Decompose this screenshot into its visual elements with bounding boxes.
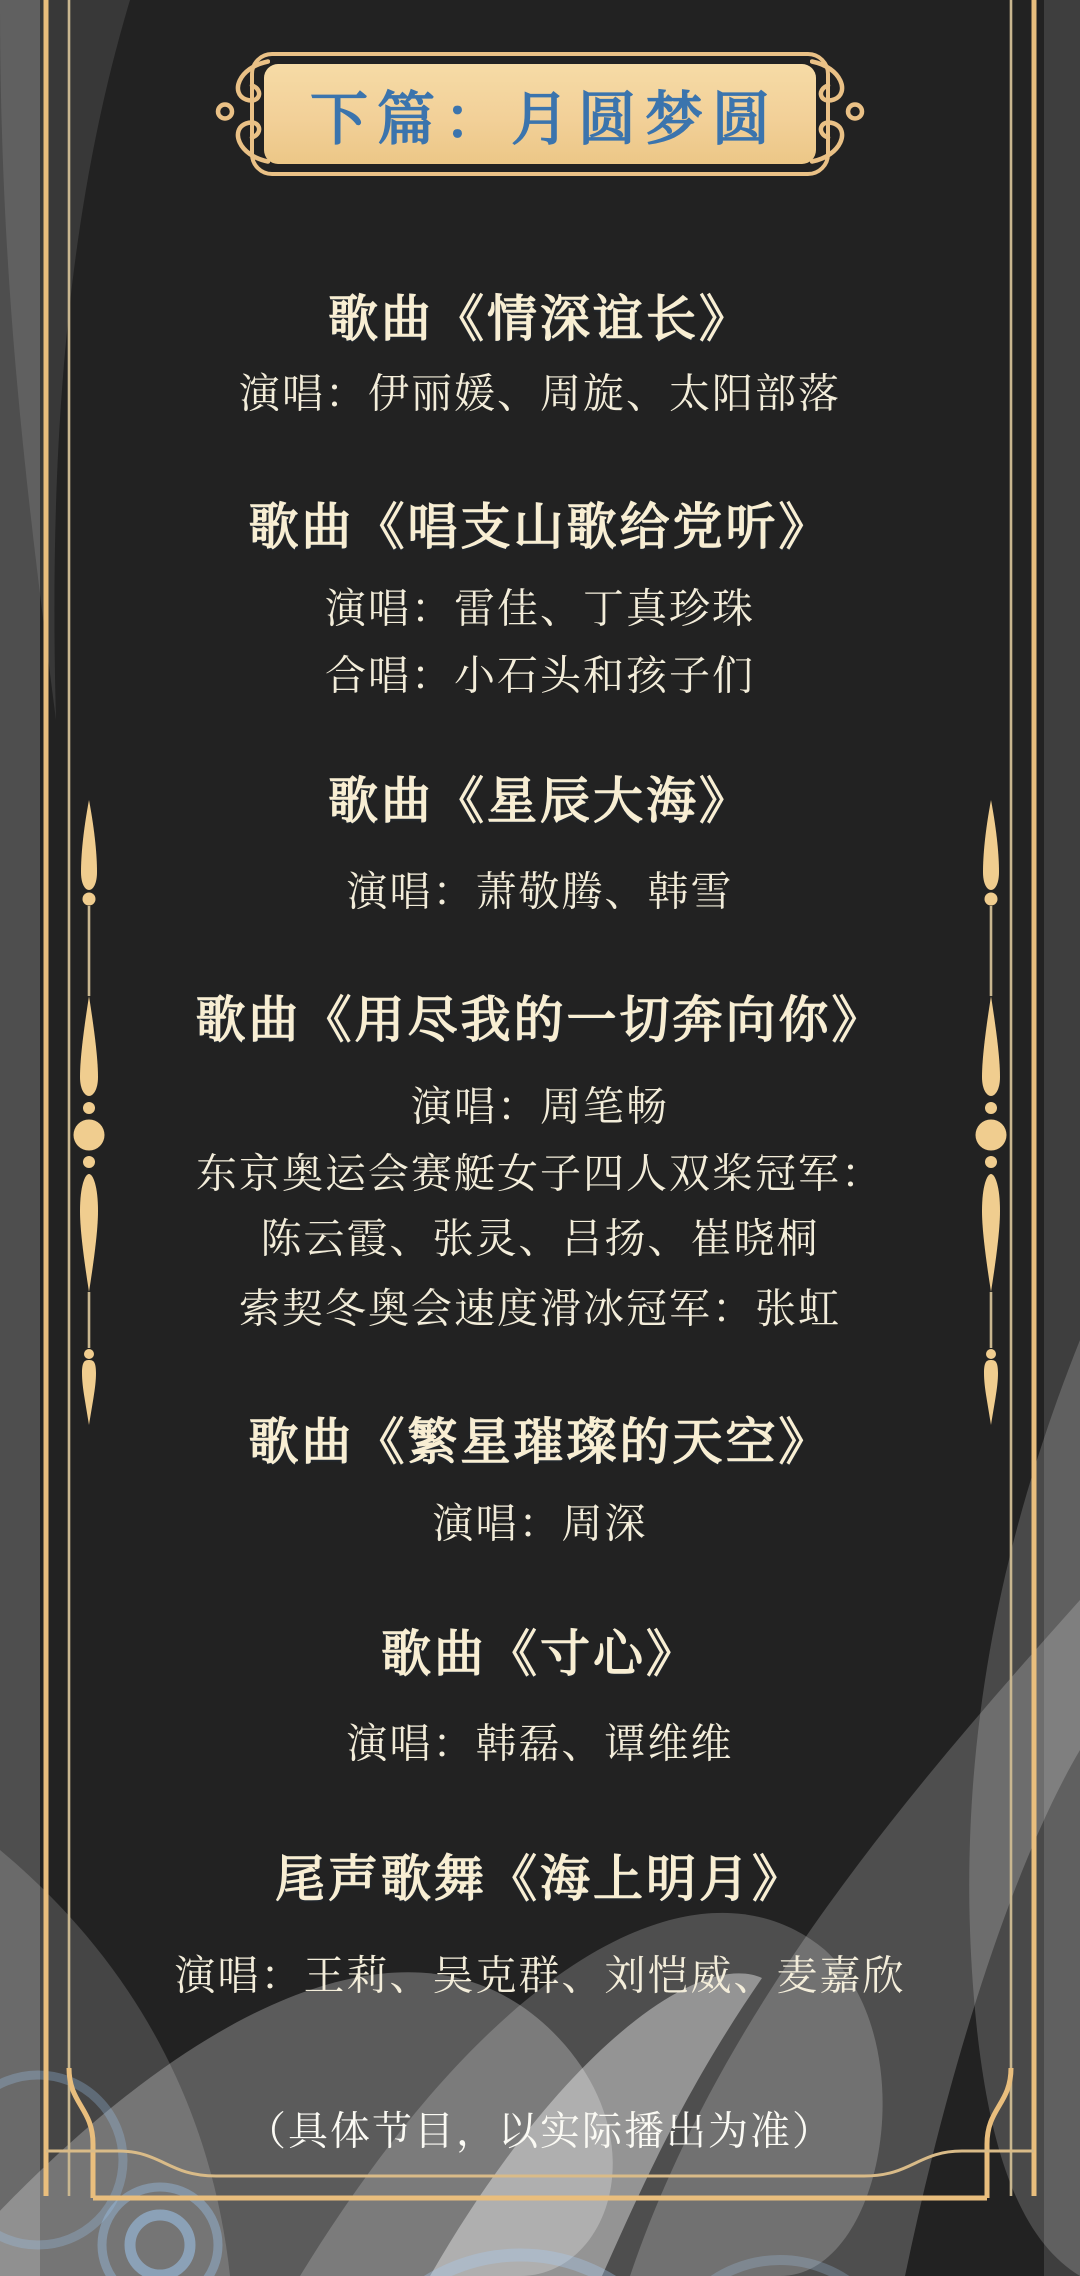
performer-line: 演唱：伊丽媛、周旋、太阳部落	[239, 370, 841, 417]
section-title: 下篇：月圆梦圆	[309, 87, 779, 152]
performer-line: 演唱：周笔畅	[411, 1083, 669, 1130]
section-title-plaque	[250, 52, 830, 176]
song-title: 歌曲《星辰大海》	[328, 773, 752, 829]
song-title: 歌曲《寸心》	[381, 1626, 699, 1682]
performer-line: 陈云霞、张灵、吕扬、崔晓桐	[260, 1215, 820, 1262]
song-title: 尾声歌舞《海上明月》	[275, 1851, 805, 1907]
performer-line: 合唱：小石头和孩子们	[325, 652, 755, 699]
performer-line: 演唱：萧敬腾、韩雪	[346, 868, 734, 915]
performer-line: 索契冬奥会速度滑冰冠军：张虹	[239, 1285, 841, 1332]
footer-disclaimer: （具体节目，以实际播出为准）	[246, 2108, 834, 2154]
scroll-ornament-left-icon	[214, 52, 270, 177]
performer-line: 演唱：韩磊、谭维维	[346, 1720, 734, 1767]
song-title: 歌曲《用尽我的一切奔向你》	[195, 992, 885, 1048]
performer-line: 演唱：周深	[432, 1500, 648, 1547]
performer-line: 演唱：王莉、吴克群、刘恺威、麦嘉欣	[174, 1952, 906, 1999]
performer-line: 东京奥运会赛艇女子四人双桨冠军：	[196, 1150, 884, 1197]
song-title: 歌曲《繁星璀璨的天空》	[248, 1414, 832, 1470]
song-title: 歌曲《情深谊长》	[328, 291, 752, 347]
scroll-ornament-right-icon	[810, 52, 866, 177]
song-title: 歌曲《唱支山歌给党听》	[248, 499, 832, 555]
performer-line: 演唱：雷佳、丁真珍珠	[325, 585, 755, 632]
plaque-panel	[264, 64, 816, 164]
